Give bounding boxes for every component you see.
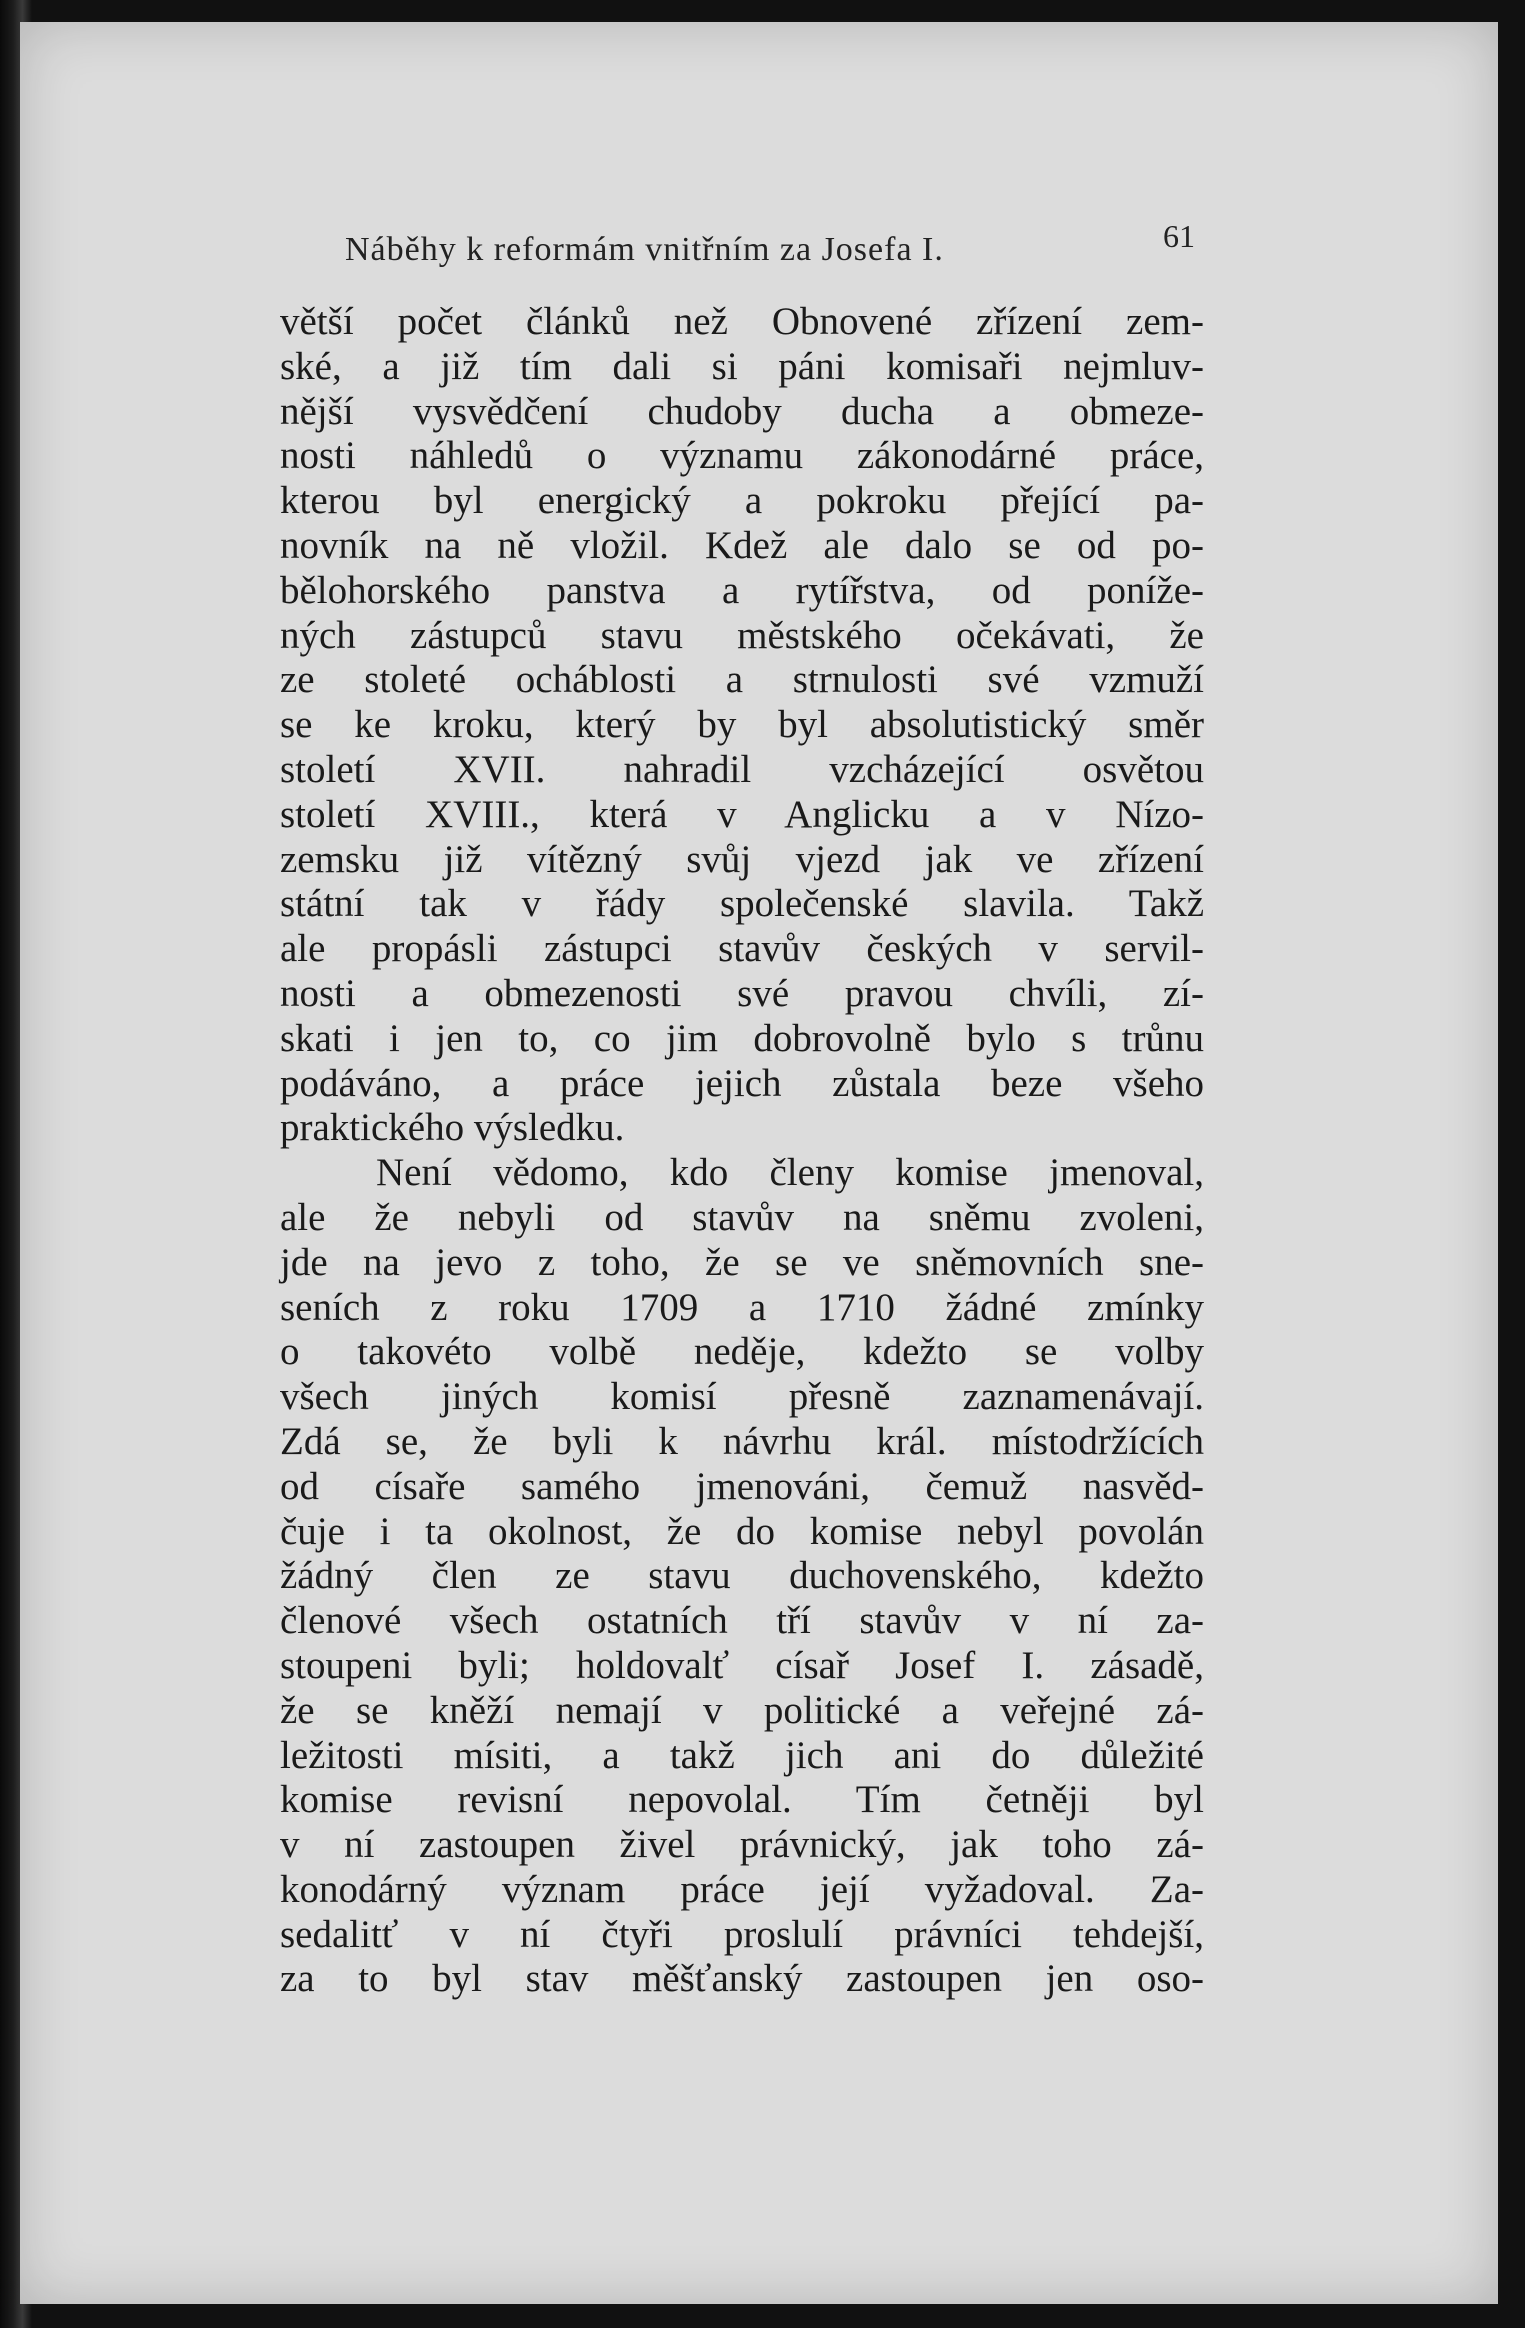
text-line: bělohorského panstva a rytířstva, od poníže-: [280, 568, 1204, 612]
text-line: státní tak v řády společenské slavila. Takž: [280, 882, 1204, 926]
body-text: [280, 300, 1204, 2002]
text-line: se ke kroku, který by byl absolutistický směr: [280, 703, 1204, 747]
text-line: století XVIII., která v Anglicku a v Nízo-: [280, 792, 1204, 836]
text-line: kterou byl energický a pokroku přející pa-: [280, 479, 1204, 523]
text-line: větší počet článků než Obnovené zřízení zem-: [280, 300, 1204, 343]
text-line: ale že nebyli od stavův na sněmu zvoleni,: [280, 1195, 1204, 1239]
text-line: stoupeni byli; holdovalť císař Josef I. zásadě,: [280, 1643, 1204, 1687]
text-line: konodárný význam práce její vyžadoval. Za-: [280, 1867, 1204, 1911]
text-line: ze stoleté ocháblosti a strnulosti své vzmuží: [280, 658, 1204, 702]
text-line: komise revisní nepovolal. Tím četněji byl: [280, 1778, 1204, 1822]
text-line: ale propásli zástupci stavův českých v servil-: [280, 927, 1204, 971]
text-line: nosti a obmezenosti své pravou chvíli, zí-: [280, 971, 1204, 1015]
text-line: podáváno, a práce jejich zůstala beze všeho: [280, 1061, 1204, 1105]
text-line: ležitosti mísiti, a takž jich ani do důležité: [280, 1733, 1204, 1777]
text-line: za to byl stav měšťanský zastoupen jen oso-: [280, 1957, 1204, 2001]
text-line: století XVII. nahradil vzcházející osvětou: [280, 747, 1204, 791]
text-line: skati i jen to, co jim dobrovolně bylo s trůnu: [280, 1016, 1204, 1060]
text-line: žádný člen ze stavu duchovenského, kdežto: [280, 1554, 1204, 1598]
text-line: seních z roku 1709 a 1710 žádné zmínky: [280, 1285, 1204, 1329]
text-line: novník na ně vložil. Kdež ale dalo se od po-: [280, 523, 1204, 567]
text-line: praktického výsledku.: [280, 1106, 625, 1150]
text-line: nosti náhledů o významu zákonodárné práce,: [280, 434, 1204, 478]
text-line: od císaře samého jmenováni, čemuž nasvěd-: [280, 1464, 1204, 1508]
text-line: o takovéto volbě neděje, kdežto se volby: [280, 1330, 1204, 1374]
text-line: Není vědomo, kdo členy komise jmenoval,: [376, 1151, 1204, 1195]
text-line: nější vysvědčení chudoby ducha a obmeze-: [280, 389, 1204, 433]
text-line: všech jiných komisí přesně zaznamenávají.: [280, 1375, 1204, 1419]
text-line: zemsku již vítězný svůj vjezd jak ve zřízení: [280, 837, 1204, 881]
text-line: že se kněží nemají v politické a veřejné zá-: [280, 1688, 1204, 1732]
text-line: ské, a již tím dali si páni komisaři nejmluv-: [280, 344, 1204, 388]
text-line: jde na jevo z toho, že se ve sněmovních sne-: [280, 1240, 1204, 1284]
text-line: Zdá se, že byli k návrhu král. místodržících: [280, 1419, 1204, 1463]
page-number: 61: [1163, 218, 1195, 254]
text-line: sedalitť v ní čtyři proslulí právníci tehdejší,: [280, 1912, 1204, 1956]
text-line: členové všech ostatních tří stavův v ní za-: [280, 1599, 1204, 1643]
text-line: ných zástupců stavu městského očekávati, že: [280, 613, 1204, 657]
text-line: čuje i ta okolnost, že do komise nebyl povolán: [280, 1509, 1204, 1553]
text-line: v ní zastoupen živel právnický, jak toho zá-: [280, 1823, 1204, 1867]
running-head: Náběhy k reformám vnitřním za Josefa I.: [345, 231, 944, 268]
